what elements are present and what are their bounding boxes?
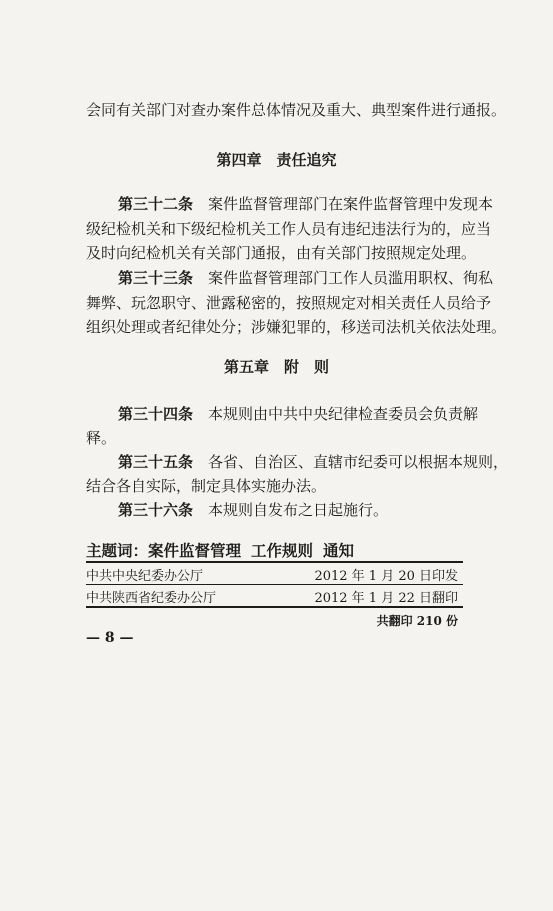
article-34-text-1: 本规则由中共中央纪律检查委员会负责解 [208, 405, 479, 423]
issue-date-1: 2012 年 1 月 20 日印发 [314, 569, 458, 584]
article-34-line-2: 释。 [86, 429, 117, 447]
article-36-text-1: 本规则自发布之日起施行。 [208, 501, 389, 519]
issue-date-2: 2012 年 1 月 22 日翻印 [314, 591, 458, 606]
divider-middle [86, 584, 463, 585]
divider-bottom [86, 606, 463, 608]
article-36-label: 第三十六条 [118, 501, 194, 519]
article-35-line-2: 结合各自实际，制定具体实施办法。 [86, 477, 327, 495]
article-33-line-1 [118, 268, 494, 288]
article-33-line-2: 舞弊、玩忽职守、泄露秘密的，按照规定对相关责任人员给予 [86, 294, 492, 312]
chapter-5-heading: 第五章 附 则 [223, 358, 329, 376]
article-32-line-1 [118, 194, 494, 214]
subject-keywords [86, 539, 364, 561]
chapter-4-heading: 第四章 责任追究 [216, 151, 337, 169]
article-34-label: 第三十四条 [118, 405, 194, 423]
article-35-label: 第三十五条 [118, 453, 194, 471]
article-34-line-1 [118, 404, 479, 424]
article-33-text-1: 案件监督管理部门工作人员滥用职权、徇私 [208, 269, 494, 287]
paragraph-continuation: 会同有关部门对查办案件总体情况及重大、典型案件进行通报。 [86, 101, 507, 119]
issuer-1: 中共中央纪委办公厅 [86, 569, 204, 584]
keyword-3: 通知 [323, 541, 355, 560]
divider-top [86, 561, 463, 563]
keyword-2: 工作规则 [251, 541, 314, 560]
article-35-text-1: 各省、自治区、直辖市纪委可以根据本规则， [208, 453, 509, 471]
article-35-line-1 [118, 452, 509, 472]
article-33-line-3: 组织处理或者纪律处分；涉嫌犯罪的，移送司法机关依法处理。 [86, 318, 507, 336]
article-33-label: 第三十三条 [118, 269, 194, 287]
keyword-1: 案件监督管理 [148, 541, 242, 560]
issuer-2: 中共陕西省纪委办公厅 [86, 591, 217, 606]
article-32-text-1: 案件监督管理部门在案件监督管理中发现本 [208, 195, 494, 213]
article-32-line-2: 级纪检机关和下级纪检机关工作人员有违纪违法行为的，应当 [86, 220, 492, 238]
keywords-label: 主题词： [86, 541, 149, 560]
print-copies: 共翻印 210 份 [376, 614, 458, 628]
article-32-label: 第三十二条 [118, 195, 194, 213]
article-36-line-1 [118, 500, 464, 520]
article-32-line-3: 及时向纪检机关有关部门通报，由有关部门按照规定处理。 [86, 244, 477, 262]
page-number: — 8 — [86, 630, 134, 646]
